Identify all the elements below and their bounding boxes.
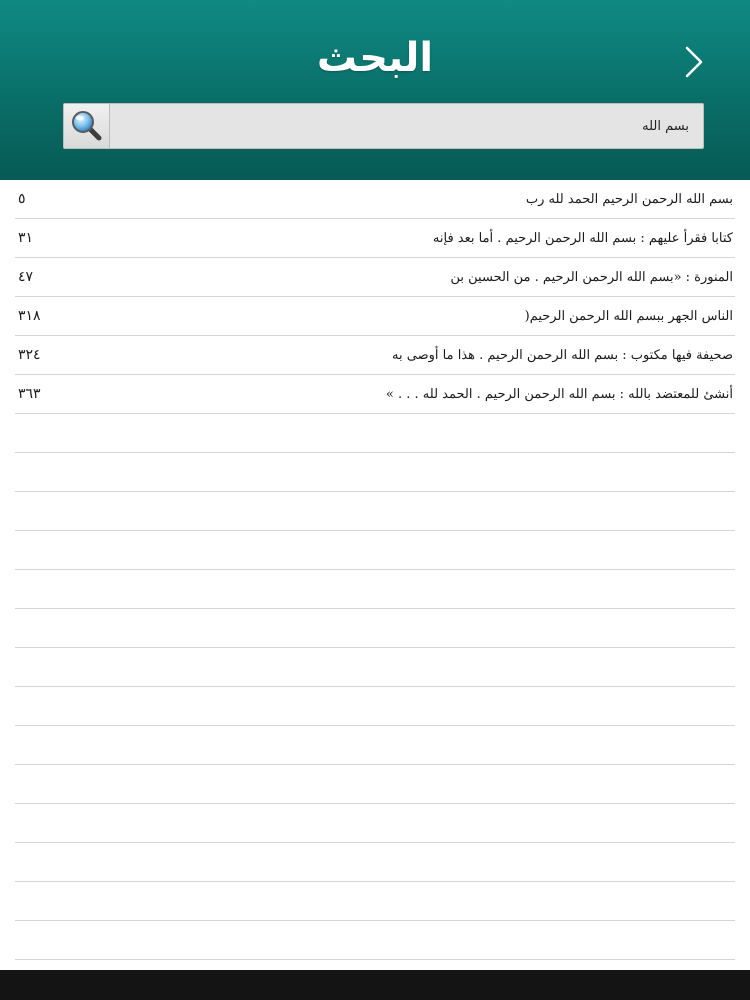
empty-row (15, 765, 735, 804)
empty-row (15, 687, 735, 726)
result-row[interactable] (15, 180, 735, 219)
result-page-number: ٣١ (18, 230, 34, 246)
result-page-number: ٣١٨ (18, 308, 41, 324)
empty-row (15, 492, 735, 531)
search-button[interactable] (64, 104, 110, 148)
back-button[interactable] (672, 38, 716, 86)
header-bar (0, 0, 750, 180)
chevron-right-icon (672, 38, 716, 86)
empty-row (15, 414, 735, 453)
empty-row (15, 804, 735, 843)
result-row[interactable] (15, 219, 735, 258)
result-page-number: ٣٢٤ (18, 347, 41, 363)
empty-row (15, 882, 735, 921)
empty-row (15, 726, 735, 765)
result-text: الناس الجهر ببسم الله الرحمن الرحيم( (524, 309, 733, 324)
result-row[interactable] (15, 297, 735, 336)
result-page-number: ٤٧ (18, 269, 34, 285)
result-row[interactable] (15, 336, 735, 375)
result-text: كتابا فقرأ عليهم : بسم الله الرحمن الرحيم . أما بعد فإنه (432, 231, 733, 246)
empty-row (15, 648, 735, 687)
result-row[interactable] (15, 258, 735, 297)
empty-row (15, 609, 735, 648)
empty-row (15, 843, 735, 882)
page-title: البحث (316, 35, 434, 81)
result-text: أنشئ للمعتضد بالله : بسم الله الرحمن الرحيم . الحمد لله . . . » (385, 387, 733, 402)
result-text: صحيفة فيها مكتوب : بسم الله الرحمن الرحيم . هذا ما أوصى به (392, 348, 733, 363)
search-bar (63, 103, 704, 149)
result-row[interactable] (15, 375, 735, 414)
empty-row (15, 453, 735, 492)
bottom-bar (0, 970, 750, 1000)
result-text: المنورة : «بسم الله الرحمن الرحيم . من الحسين بن (450, 270, 733, 285)
result-page-number: ٥ (18, 191, 26, 207)
search-input[interactable] (111, 104, 703, 148)
empty-row (15, 570, 735, 609)
results-list (0, 180, 750, 970)
magnifier-icon (70, 109, 104, 143)
empty-row (15, 531, 735, 570)
result-text: بسم الله الرحمن الرحيم الحمد لله رب (525, 192, 733, 207)
empty-row (15, 921, 735, 960)
result-page-number: ٣٦٣ (18, 386, 41, 402)
